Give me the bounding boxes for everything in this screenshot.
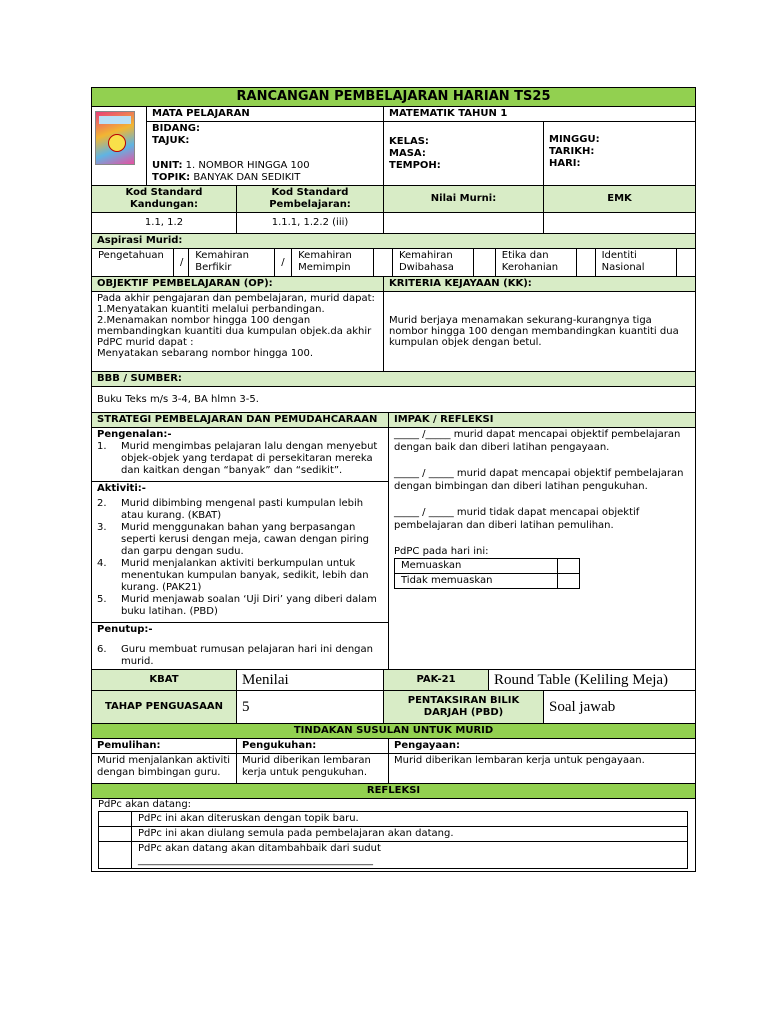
objektif-line: Menyatakan sebarang nombor hingga 100. bbox=[97, 348, 314, 359]
kriteria-label: KRITERIA KEJAYAAN (KK): bbox=[384, 277, 696, 292]
impak-para: _____ /_____ murid dapat mencapai objektif pembelajaran dengan baik dan diberi latihan pengayaan. bbox=[394, 429, 681, 453]
bbb-content: Buku Teks m/s 3-4, BA hlmn 3-5. bbox=[92, 387, 696, 413]
topik-label: TOPIK: bbox=[152, 172, 191, 183]
hari-label: HARI: bbox=[549, 158, 581, 169]
ks-value: 1.1, 1.2 bbox=[92, 213, 237, 234]
step-number: 2. bbox=[97, 498, 107, 509]
refleksi-option bbox=[132, 842, 688, 869]
refleksi-option-text: PdPc akan datang akan ditambahbaik dari sudut bbox=[138, 843, 381, 854]
refleksi-checkbox[interactable] bbox=[99, 812, 132, 827]
pdpc-options-table bbox=[394, 558, 580, 589]
ks-label: Kod Standard Kandungan: bbox=[92, 186, 237, 213]
penutup-section bbox=[92, 623, 388, 669]
step-text: Murid menjawab soalan ‘Uji Diri’ yang diberi dalam buku latihan. (PBD) bbox=[121, 594, 377, 617]
refleksi-label: REFLEKSI bbox=[92, 784, 696, 799]
impak-content bbox=[389, 428, 696, 670]
impak-para: _____ / _____ murid dapat mencapai objektif pembelajaran dengan bimbingan dan diberi latihan pengukuhan. bbox=[394, 468, 684, 492]
aspirasi-mark-etika bbox=[577, 249, 595, 276]
kbat-label: KBAT bbox=[92, 670, 237, 691]
mata-pelajaran-label: MATA PELAJARAN bbox=[147, 107, 384, 122]
step-number: 6. bbox=[97, 644, 107, 655]
pbd-value: Soal jawab bbox=[544, 691, 696, 724]
kelas-label: KELAS: bbox=[389, 136, 429, 147]
impak-para: _____ / _____ murid tidak dapat mencapai objektif pembelajaran dan diberi latihan pemulihan. bbox=[394, 507, 640, 531]
strategi-label: STRATEGI PEMBELAJARAN DAN PEMUDAHCARAAN bbox=[92, 413, 389, 428]
tarikh-label: TARIKH: bbox=[549, 146, 595, 157]
strategi-step bbox=[97, 522, 383, 558]
impak-label: IMPAK / REFLEKSI bbox=[389, 413, 696, 428]
strategi-step bbox=[97, 498, 383, 522]
bbb-label: BBB / SUMBER: bbox=[92, 372, 696, 387]
subject-name: MATEMATIK TAHUN 1 bbox=[384, 107, 696, 122]
penutup-label: Penutup:- bbox=[97, 624, 153, 635]
step-text: Murid mengimbas pelajaran lalu dengan menyebut objek-objek yang terdapat di persekitaran mereka dan kaitkan dengan “banyak” dan “sedikit”. bbox=[121, 441, 378, 476]
step-number: 5. bbox=[97, 594, 107, 605]
minggu-label: MINGGU: bbox=[549, 134, 600, 145]
tempoh-label: TEMPOH: bbox=[389, 160, 441, 171]
class-info bbox=[384, 122, 544, 186]
unit-value: 1. NOMBOR HINGGA 100 bbox=[185, 160, 310, 171]
nilai-murni-value bbox=[384, 213, 544, 234]
option-tidak-memuaskan: Tidak memuaskan bbox=[395, 574, 558, 589]
pengukuhan-text: Murid diberikan lembaran kerja untuk pengukuhan. bbox=[237, 754, 389, 784]
aspirasi-mark-pengetahuan: / bbox=[173, 249, 188, 276]
refleksi-checkbox[interactable] bbox=[99, 827, 132, 842]
objektif-content bbox=[92, 292, 384, 372]
objektif-line: PdPC murid dapat : bbox=[97, 337, 194, 348]
aspirasi-mark-memimpin bbox=[373, 249, 392, 276]
tajuk-label: TAJUK: bbox=[152, 135, 190, 146]
kp-value: 1.1.1, 1.2.2 (iii) bbox=[237, 213, 384, 234]
date-info bbox=[544, 122, 696, 186]
checkbox-tidak-memuaskan[interactable] bbox=[558, 574, 580, 589]
aspirasi-label: Aspirasi Murid: bbox=[92, 234, 696, 249]
pak21-label: PAK-21 bbox=[384, 670, 489, 691]
nilai-murni-label: Nilai Murni: bbox=[384, 186, 544, 213]
aspirasi-item-memimpin: Kemahiran Memimpin bbox=[292, 249, 373, 276]
textbook-cover-cell bbox=[92, 107, 147, 186]
tindakan-label: TINDAKAN SUSULAN UNTUK MURID bbox=[92, 724, 696, 739]
pbd-label: PENTAKSIRAN BILIK DARJAH (PBD) bbox=[384, 691, 544, 724]
refleksi-option: PdPc ini akan diteruskan dengan topik baru. bbox=[132, 812, 688, 827]
aspirasi-item-identiti: Identiti Nasional bbox=[595, 249, 676, 276]
aktiviti-label: Aktiviti:- bbox=[97, 483, 146, 494]
strategi-step bbox=[97, 644, 383, 668]
objektif-line: 2.Menamakan nombor hingga 100 dengan membandingkan kuantiti dua kumpulan objek.da akhir bbox=[97, 315, 372, 337]
unit-label: UNIT: bbox=[152, 160, 183, 171]
refleksi-checkbox[interactable] bbox=[99, 842, 132, 869]
step-number: 3. bbox=[97, 522, 107, 533]
objektif-label: OBJEKTIF PEMBELAJARAN (OP): bbox=[92, 277, 384, 292]
refleksi-content bbox=[92, 799, 696, 872]
topik-value: BANYAK DAN SEDIKIT bbox=[193, 172, 301, 183]
strategi-content bbox=[92, 428, 389, 670]
emk-label: EMK bbox=[544, 186, 696, 213]
step-number: 4. bbox=[97, 558, 107, 569]
pengayaan-text: Murid diberikan lembaran kerja untuk pengayaan. bbox=[389, 754, 696, 784]
pdpc-hari-ini-label: PdPC pada hari ini: bbox=[394, 546, 489, 557]
pak21-value: Round Table (Keliling Meja) bbox=[489, 670, 696, 691]
masa-label: MASA: bbox=[389, 148, 426, 159]
aspirasi-item-berfikir: Kemahiran Berfikir bbox=[189, 249, 275, 276]
refleksi-blank-line: _______________________________________________ bbox=[138, 855, 373, 866]
emk-value bbox=[544, 213, 696, 234]
aspirasi-row bbox=[92, 249, 696, 277]
lesson-plan-document bbox=[91, 87, 695, 872]
lesson-plan-table bbox=[91, 87, 696, 872]
aspirasi-item-pengetahuan: Pengetahuan bbox=[92, 249, 173, 276]
aspirasi-item-dwibahasa: Kemahiran Dwibahasa bbox=[392, 249, 473, 276]
aspirasi-mark-dwibahasa bbox=[474, 249, 495, 276]
bidang-label: BIDANG: bbox=[152, 123, 200, 134]
textbook-cover-image bbox=[95, 111, 135, 165]
pengukuhan-label: Pengukuhan: bbox=[237, 739, 389, 754]
option-memuaskan: Memuaskan bbox=[395, 559, 558, 574]
pengenalan-section bbox=[92, 428, 388, 482]
topic-info bbox=[147, 122, 384, 186]
tahap-penguasaan-label: TAHAP PENGUASAAN bbox=[92, 691, 237, 724]
page-title: RANCANGAN PEMBELAJARAN HARIAN TS25 bbox=[92, 88, 696, 107]
pdpc-akan-datang-label: PdPc akan datang: bbox=[98, 799, 192, 810]
step-text: Guru membuat rumusan pelajaran hari ini dengan murid. bbox=[121, 644, 373, 667]
strategi-step bbox=[97, 594, 383, 618]
kp-label: Kod Standard Pembelajaran: bbox=[237, 186, 384, 213]
kriteria-content: Murid berjaya menamakan sekurang-kurangnya tiga nombor hingga 100 dengan membandingkan kuantiti dua kumpulan objek dengan betul. bbox=[384, 292, 696, 372]
aspirasi-item-etika: Etika dan Kerohanian bbox=[495, 249, 576, 276]
objektif-line: 1.Menyatakan kuantiti melalui perbandingan. bbox=[97, 304, 325, 315]
step-text: Murid dibimbing mengenal pasti kumpulan lebih atau kurang. (KBAT) bbox=[121, 498, 364, 521]
step-text: Murid menjalankan aktiviti berkumpulan untuk menentukan kumpulan banyak, sedikit, lebih dan kurang. (PAK21) bbox=[121, 558, 369, 593]
objektif-line: Pada akhir pengajaran dan pembelajaran, murid dapat: bbox=[97, 293, 375, 304]
step-text: Murid menggunakan bahan yang berpasangan seperti kerusi dengan meja, cawan dengan piring dan garpu dengan sudu. bbox=[121, 522, 370, 557]
pemulihan-label: Pemulihan: bbox=[92, 739, 237, 754]
strategi-step bbox=[97, 441, 383, 477]
strategi-step bbox=[97, 558, 383, 594]
refleksi-options-table bbox=[98, 811, 688, 869]
tahap-penguasaan-value: 5 bbox=[237, 691, 384, 724]
refleksi-option: PdPc ini akan diulang semula pada pembelajaran akan datang. bbox=[132, 827, 688, 842]
aspirasi-mark-berfikir: / bbox=[274, 249, 291, 276]
step-number: 1. bbox=[97, 441, 107, 452]
pengayaan-label: Pengayaan: bbox=[389, 739, 696, 754]
pengenalan-label: Pengenalan:- bbox=[97, 429, 172, 440]
aspirasi-mark-identiti bbox=[677, 249, 695, 276]
aktiviti-section bbox=[92, 482, 388, 623]
pemulihan-text: Murid menjalankan aktiviti dengan bimbingan guru. bbox=[92, 754, 237, 784]
kbat-value: Menilai bbox=[237, 670, 384, 691]
checkbox-memuaskan[interactable] bbox=[558, 559, 580, 574]
